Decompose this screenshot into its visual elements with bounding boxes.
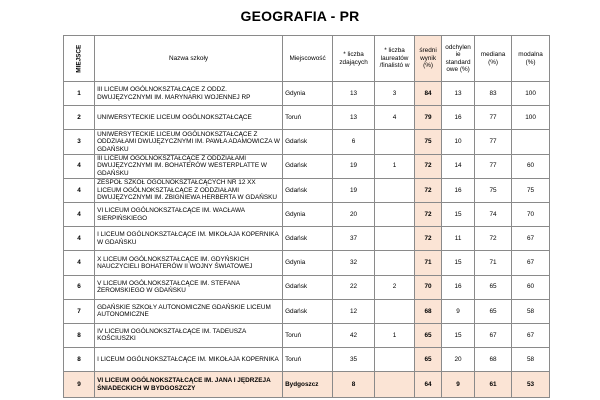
students-count-cell: 32	[333, 251, 375, 275]
table-row	[64, 348, 550, 372]
median-cell: 65	[475, 299, 512, 323]
laureates-cell	[375, 348, 415, 372]
average-score-cell: 84	[415, 82, 442, 106]
laureates-cell: 2	[375, 275, 415, 299]
city-cell: Gdynia	[283, 202, 333, 226]
students-count-cell: 8	[333, 372, 375, 398]
students-count-cell: 6	[333, 130, 375, 154]
city-cell: Toruń	[283, 348, 333, 372]
mode-cell: 58	[512, 299, 550, 323]
school-name-cell: X LICEUM OGÓLNOKSZTAŁCĄCE IM. GDYŃSKICH NAUCZYCIELI BOHATERÓW II WOJNY ŚWIATOWEJ	[95, 251, 283, 275]
table-row	[64, 82, 550, 106]
average-score-cell: 72	[415, 202, 442, 226]
header-modalna: modalna (%)	[512, 36, 550, 82]
std-dev-cell: 16	[442, 178, 475, 202]
average-score-cell: 72	[415, 227, 442, 251]
std-dev-cell: 9	[442, 299, 475, 323]
city-cell: Gdańsk	[283, 275, 333, 299]
table-row	[64, 130, 550, 154]
school-name-cell: III LICEUM OGÓLNOKSZTAŁCĄCE Z ODDZ. DWUJĘZYCZNYMI IM. MARYNARKI WOJENNEJ RP	[95, 82, 283, 106]
school-name-cell: III LICEUM OGÓLNOKSZTAŁCĄCE Z ODDZIAŁAMI DWUJĘZYCZNYMI IM. BOHATERÓW WESTERPLATTE W GDAŃSKU	[95, 154, 283, 178]
students-count-cell: 35	[333, 348, 375, 372]
students-count-cell: 13	[333, 82, 375, 106]
students-count-cell: 19	[333, 154, 375, 178]
table-row	[64, 178, 550, 202]
std-dev-cell: 10	[442, 130, 475, 154]
rank-cell: 3	[64, 130, 95, 154]
average-score-cell: 79	[415, 106, 442, 130]
median-cell: 74	[475, 202, 512, 226]
laureates-cell: 1	[375, 323, 415, 347]
header-miejsce	[64, 36, 95, 82]
city-cell: Gdańsk	[283, 227, 333, 251]
header-row	[64, 36, 550, 82]
table-row	[64, 323, 550, 347]
rank-cell: 8	[64, 348, 95, 372]
table-row	[64, 106, 550, 130]
laureates-cell	[375, 130, 415, 154]
std-dev-cell: 15	[442, 202, 475, 226]
students-count-cell: 19	[333, 178, 375, 202]
school-name-cell: UNIWERSYTECKIE LICEUM OGÓLNOKSZTAŁCĄCE Z ODDZIAŁAMI DWUJĘZYCZNYMI IM. PAWŁA ADAMOWICZA W GDAŃSKU	[95, 130, 283, 154]
laureates-cell	[375, 299, 415, 323]
average-score-cell: 71	[415, 251, 442, 275]
laureates-cell	[375, 178, 415, 202]
school-name-cell: UNIWERSYTECKIE LICEUM OGÓLNOKSZTAŁCĄCE	[95, 106, 283, 130]
median-cell: 67	[475, 323, 512, 347]
std-dev-cell: 15	[442, 323, 475, 347]
std-dev-cell: 14	[442, 154, 475, 178]
mode-cell: 100	[512, 106, 550, 130]
table-row	[64, 251, 550, 275]
city-cell: Gdynia	[283, 82, 333, 106]
rank-cell: 2	[64, 106, 95, 130]
table-row	[64, 372, 550, 398]
city-cell: Gdynia	[283, 251, 333, 275]
mode-cell: 75	[512, 178, 550, 202]
mode-cell: 67	[512, 227, 550, 251]
header-mediana: mediana (%)	[475, 36, 512, 82]
rank-cell: 4	[64, 202, 95, 226]
mode-cell: 60	[512, 154, 550, 178]
median-cell: 61	[475, 372, 512, 398]
table-row	[64, 299, 550, 323]
median-cell: 77	[475, 106, 512, 130]
students-count-cell: 13	[333, 106, 375, 130]
rank-cell: 6	[64, 275, 95, 299]
header-liczba-zdajacych: * liczba zdających	[333, 36, 375, 82]
median-cell: 83	[475, 82, 512, 106]
city-cell: Toruń	[283, 106, 333, 130]
city-cell: Bydgoszcz	[283, 372, 333, 398]
std-dev-cell: 13	[442, 82, 475, 106]
header-liczba-laureatow: * liczba laureatów /finalistó w	[375, 36, 415, 82]
std-dev-cell: 16	[442, 275, 475, 299]
mode-cell: 58	[512, 348, 550, 372]
average-score-cell: 70	[415, 275, 442, 299]
rank-cell: 4	[64, 154, 95, 178]
city-cell: Gdańsk	[283, 178, 333, 202]
school-name-cell: ZESPÓŁ SZKÓŁ OGÓLNOKSZTAŁCĄCYCH NR 12 XX LICEUM OGÓLNOKSZTAŁCĄCE Z ODDZIAŁAMI DWUJĘZYCZNYMI IM. ZBIGNIEWA HERBERTA W GDAŃSKU	[95, 178, 283, 202]
city-cell: Toruń	[283, 323, 333, 347]
average-score-cell: 64	[415, 372, 442, 398]
std-dev-cell: 16	[442, 106, 475, 130]
mode-cell: 67	[512, 251, 550, 275]
header-miejscowosc: Miejscowość	[283, 36, 333, 82]
page-title: GEOGRAFIA - PR	[240, 8, 360, 24]
city-cell: Gdańsk	[283, 154, 333, 178]
mode-cell: 100	[512, 82, 550, 106]
table-row	[64, 275, 550, 299]
header-sredni-wynik: średni wynik (%)	[415, 36, 442, 82]
header-miejsce-label: MIEJSCE	[75, 44, 83, 73]
city-cell: Gdańsk	[283, 130, 333, 154]
median-cell: 65	[475, 275, 512, 299]
students-count-cell: 42	[333, 323, 375, 347]
table-row	[64, 154, 550, 178]
rank-cell: 7	[64, 299, 95, 323]
average-score-cell: 65	[415, 348, 442, 372]
header-nazwa: Nazwa szkoły	[95, 36, 283, 82]
std-dev-cell: 9	[442, 372, 475, 398]
header-odchylenie: odchylen ie standard owe (%)	[442, 36, 475, 82]
rank-cell: 4	[64, 178, 95, 202]
students-count-cell: 37	[333, 227, 375, 251]
school-name-cell: VI LICEUM OGÓLNOKSZTAŁCĄCE IM. JANA I JĘDRZEJA ŚNIADECKICH W BYDGOSZCZY	[95, 372, 283, 398]
rank-cell: 4	[64, 251, 95, 275]
rank-cell: 4	[64, 227, 95, 251]
laureates-cell: 4	[375, 106, 415, 130]
table-row	[64, 227, 550, 251]
average-score-cell: 68	[415, 299, 442, 323]
school-name-cell: IV LICEUM OGÓLNOKSZTAŁCĄCE IM. TADEUSZA KOŚCIUSZKI	[95, 323, 283, 347]
city-cell: Gdańsk	[283, 299, 333, 323]
school-name-cell: GDAŃSKIE SZKOŁY AUTONOMICZNE GDAŃSKIE LICEUM AUTONOMICZNE	[95, 299, 283, 323]
school-name-cell: VI LICEUM OGÓLNOKSZTAŁCĄCE IM. WACŁAWA SIERPIŃSKIEGO	[95, 202, 283, 226]
average-score-cell: 72	[415, 178, 442, 202]
ranking-table	[63, 35, 550, 398]
table-row	[64, 202, 550, 226]
median-cell: 72	[475, 227, 512, 251]
median-cell: 68	[475, 348, 512, 372]
std-dev-cell: 11	[442, 227, 475, 251]
std-dev-cell: 15	[442, 251, 475, 275]
average-score-cell: 72	[415, 154, 442, 178]
laureates-cell	[375, 372, 415, 398]
average-score-cell: 75	[415, 130, 442, 154]
mode-cell	[512, 130, 550, 154]
mode-cell: 53	[512, 372, 550, 398]
school-name-cell: I LICEUM OGÓLNOKSZTAŁCĄCE IM. MIKOŁAJA KOPERNIKA W GDAŃSKU	[95, 227, 283, 251]
median-cell: 75	[475, 178, 512, 202]
std-dev-cell: 20	[442, 348, 475, 372]
students-count-cell: 12	[333, 299, 375, 323]
students-count-cell: 20	[333, 202, 375, 226]
laureates-cell	[375, 227, 415, 251]
school-name-cell: I LICEUM OGÓLNOKSZTAŁCĄCE IM. MIKOŁAJA KOPERNIKA	[95, 348, 283, 372]
median-cell: 71	[475, 251, 512, 275]
laureates-cell	[375, 202, 415, 226]
rank-cell: 9	[64, 372, 95, 398]
average-score-cell: 65	[415, 323, 442, 347]
laureates-cell: 3	[375, 82, 415, 106]
laureates-cell	[375, 251, 415, 275]
mode-cell: 67	[512, 323, 550, 347]
mode-cell: 70	[512, 202, 550, 226]
laureates-cell: 1	[375, 154, 415, 178]
rank-cell: 8	[64, 323, 95, 347]
school-name-cell: V LICEUM OGÓLNOKSZTAŁCĄCE IM. STEFANA ŻEROMSKIEGO W GDAŃSKU	[95, 275, 283, 299]
mode-cell: 60	[512, 275, 550, 299]
median-cell: 77	[475, 130, 512, 154]
rank-cell: 1	[64, 82, 95, 106]
students-count-cell: 22	[333, 275, 375, 299]
median-cell: 77	[475, 154, 512, 178]
